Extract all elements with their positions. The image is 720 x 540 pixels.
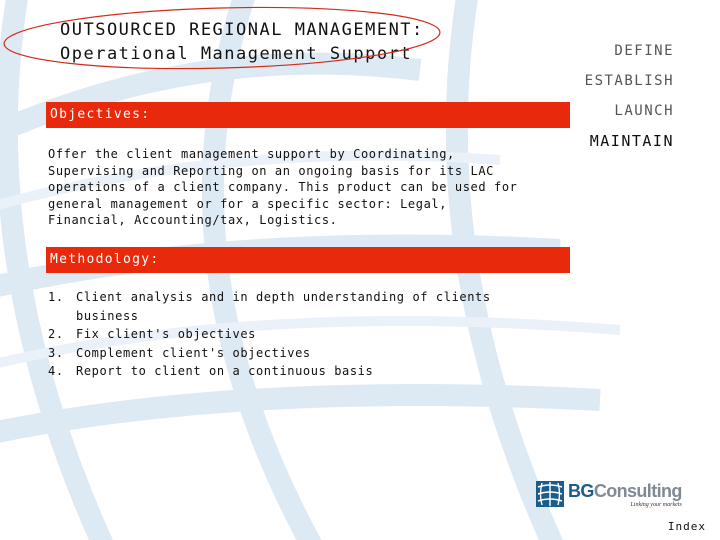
list-item [48, 325, 568, 344]
methodology-heading: Methodology: [50, 252, 160, 267]
index-link[interactable]: Index [667, 520, 706, 533]
stage-launch[interactable]: LAUNCH [614, 103, 674, 119]
methodology-list [48, 288, 568, 381]
bgconsulting-logo-icon [536, 481, 564, 507]
objectives-header-bar [46, 102, 570, 128]
list-item-number: 2. [48, 327, 64, 341]
list-item-text: Report to client on a continuous basis [76, 364, 374, 378]
title-oval-outline [0, 0, 720, 90]
list-item-text: business [76, 308, 139, 323]
list-item-text: Fix client's objectives [76, 327, 256, 341]
objectives-line: Supervising and Reporting on an ongoing basis for its LAC [48, 163, 495, 178]
bgconsulting-logo [536, 481, 682, 509]
list-item-number: 1. [48, 290, 64, 304]
stage-establish[interactable]: ESTABLISH [584, 73, 674, 89]
list-item [48, 362, 568, 381]
objectives-line: operations of a client company. This product can be used for [48, 180, 518, 194]
list-item-text: Client analysis and in depth understanding of clients [76, 290, 491, 304]
page-title-line-2: Operational Management Support [60, 44, 413, 64]
objectives-heading: Objectives: [50, 107, 151, 122]
list-item-number: 4. [48, 364, 64, 378]
logo-tagline: Linking your markets [630, 502, 682, 508]
stage-define[interactable]: DEFINE [614, 43, 674, 59]
stage-maintain[interactable]: MAINTAIN [589, 132, 674, 150]
logo-wordmark: BGConsulting [568, 481, 682, 501]
objectives-line: general management or for a specific sector: Legal, [48, 196, 448, 211]
list-item [48, 288, 568, 325]
list-item-text: Complement client's objectives [76, 345, 311, 360]
methodology-header-bar [46, 247, 570, 273]
objectives-line: Financial, Accounting/tax, Logistics. [48, 213, 338, 227]
list-item [48, 344, 568, 363]
objectives-body [48, 146, 568, 229]
page-title-line-1: OUTSOURCED REGIONAL MANAGEMENT: [60, 20, 424, 40]
list-item-number: 3. [48, 345, 64, 360]
objectives-line: Offer the client management support by Coordinating, [48, 147, 455, 161]
